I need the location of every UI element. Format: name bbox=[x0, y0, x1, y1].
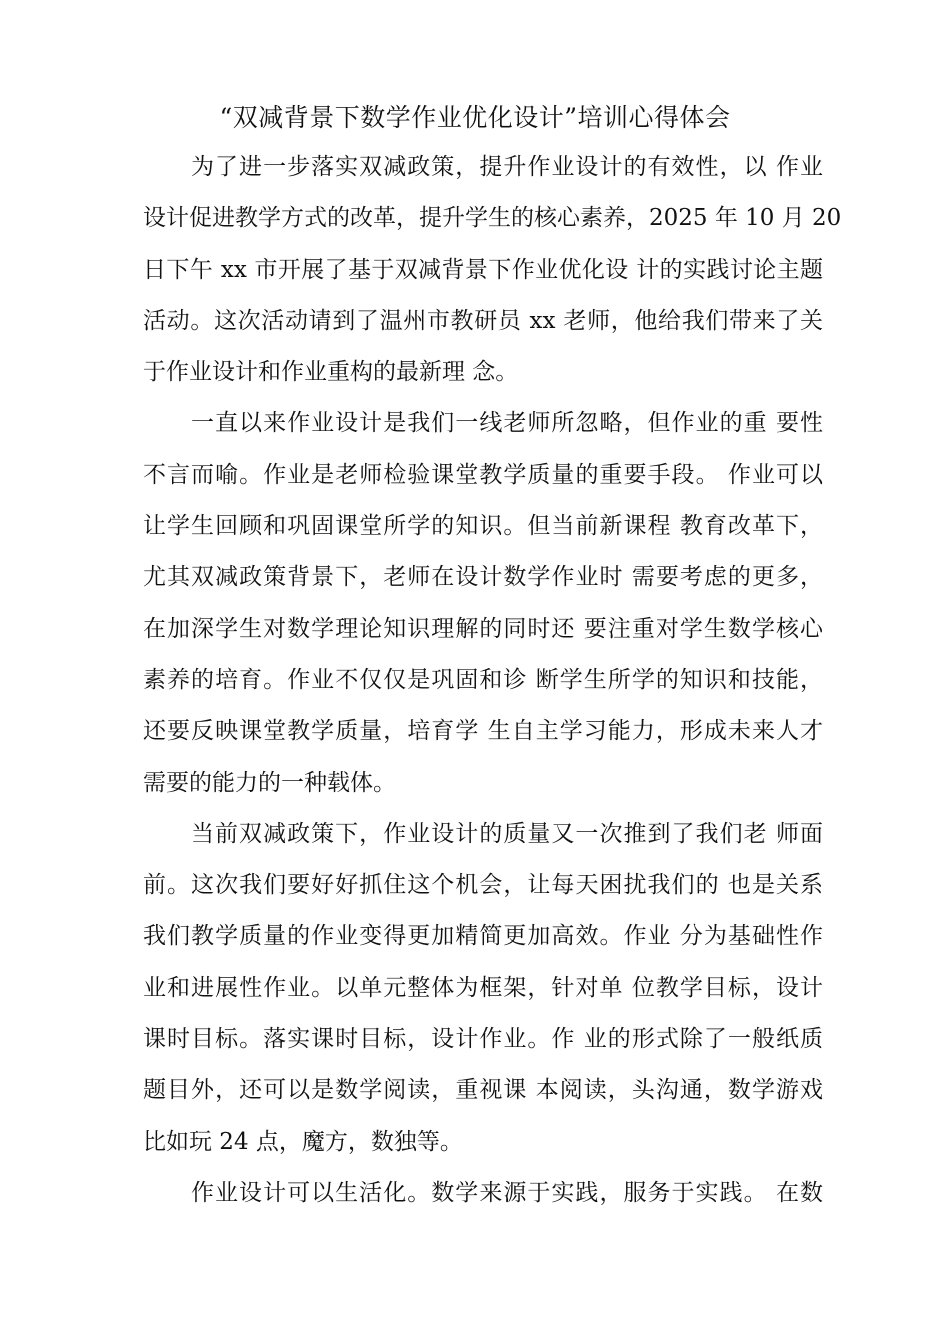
paragraph-line: 当前双减政策下，作业设计的质量又一次推到了我们老 师面 bbox=[191, 820, 823, 847]
paragraph-line: 让学生回顾和巩固课堂所学的知识。但当前新课程 教育改革下， bbox=[143, 513, 823, 540]
paragraph-line: 在加深学生对数学理论知识理解的同时还 要注重对学生数学核心 bbox=[143, 615, 823, 642]
paragraph-line: 不言而喻。作业是老师检验课堂教学质量的重要手段。 作业可以 bbox=[143, 461, 823, 488]
paragraph-line: 素养的培育。作业不仅仅是巩固和诊 断学生所学的知识和技能， bbox=[143, 666, 823, 693]
paragraph-line: 比如玩 24 点，魔方，数独等。 bbox=[143, 1128, 463, 1155]
paragraph-2 bbox=[143, 398, 823, 808]
paragraph-line: 尤其双减政策背景下，老师在设计数学作业时 需要考虑的更多， bbox=[143, 564, 823, 591]
paragraph-1 bbox=[143, 142, 842, 398]
paragraph-line: 需要的能力的一种载体。 bbox=[143, 769, 396, 796]
paragraph-line: 设计促进教学方式的改革，提升学生的核心素养，2025 年 10 月 20 bbox=[143, 205, 842, 232]
paragraph-line: 为了进一步落实双减政策，提升作业设计的有效性，以 作业 bbox=[191, 154, 823, 180]
paragraph-line: 课时目标。落实课时目标，设计作业。作 业的形式除了一般纸质 bbox=[143, 1026, 823, 1053]
paragraph-line: 题目外，还可以是数学阅读，重视课 本阅读，头沟通，数学游戏 bbox=[143, 1077, 823, 1104]
paragraph-line: 于作业设计和作业重构的最新理 念。 bbox=[143, 359, 519, 386]
paragraph-line: 一直以来作业设计是我们一线老师所忽略，但作业的重 要性 bbox=[191, 410, 823, 437]
paragraph-3 bbox=[143, 809, 823, 1168]
paragraph-line: 作业设计可以生活化。数学来源于实践，服务于实践。 在数 bbox=[191, 1179, 823, 1206]
paragraph-line: 日下午 xx 市开展了基于双减背景下作业优化设 计的实践讨论主题 bbox=[143, 256, 823, 283]
paragraph-line: 还要反映课堂教学质量，培育学 生自主学习能力，形成未来人才 bbox=[143, 718, 823, 745]
paragraph-line: 活动。这次活动请到了温州市教研员 xx 老师，他给我们带来了关 bbox=[143, 307, 823, 334]
paragraph-line: 业和进展性作业。以单元整体为框架，针对单 位教学目标，设计 bbox=[143, 974, 823, 1001]
document-body bbox=[143, 142, 842, 1219]
document-title: “双减背景下数学作业优化设计”培训心得体会 bbox=[219, 103, 731, 132]
paragraph-line: 我们教学质量的作业变得更加精简更加高效。作业 分为基础性作 bbox=[143, 923, 823, 950]
paragraph-4 bbox=[143, 1168, 823, 1219]
paragraph-line: 前。这次我们要好好抓住这个机会，让每天困扰我们的 也是关系 bbox=[143, 872, 823, 899]
